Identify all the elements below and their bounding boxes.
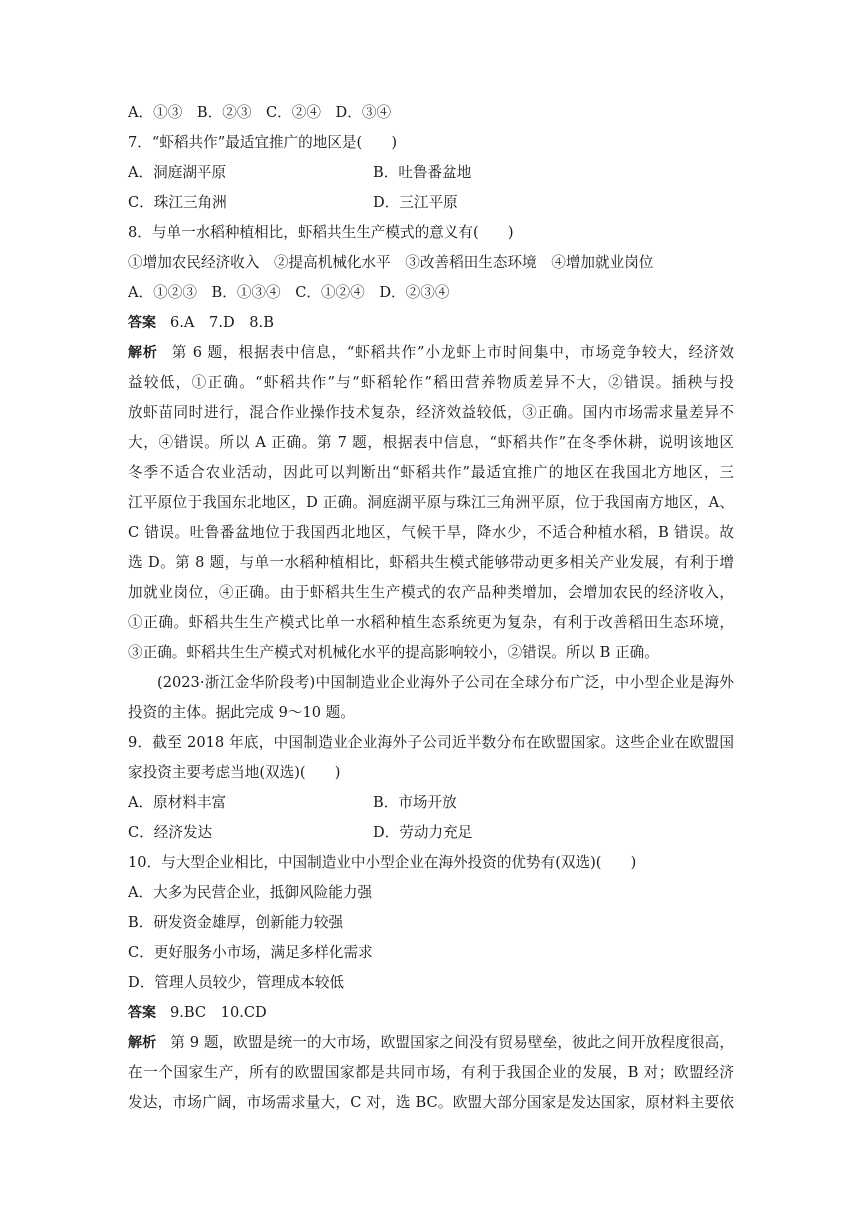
analysis-line: 冬季不适合农业活动，因此可以判断出“虾稻共作”最适宜推广的地区在我国北方地区，三 [128,464,734,481]
document-page [128,98,734,1118]
answer-block-1 [128,308,734,338]
analysis-line: 江平原位于我国东北地区，D 正确。洞庭湖平原与珠江三角洲平原，位于我国南方地区，A、 [128,494,734,511]
q8-options: A．①②③ B．①③④ C．①②④ D．②③④ [128,284,450,301]
answer-label: 答案 [128,315,156,331]
q9-stem-line: 家投资主要考虑当地(双选)( ) [128,764,341,781]
q7-options-row-2 [128,188,734,218]
analysis-line: 益较低，①正确。“虾稻共作”与“虾稻轮作”稻田营养物质差异不大，②错误。插秧与投 [128,374,734,391]
analysis-line: ③正确。虾稻共生生产模式对机械化水平的提高影响较小，②错误。所以 B 正确。 [128,644,659,661]
answer-text: 6.A 7.D 8.B [170,314,274,331]
q7-option-b: B．吐鲁番盆地 [373,164,472,181]
analysis-text: 第 6 题，根据表中信息，“虾稻共作”小龙虾上市时间集中，市场竞争较大，经济效 [171,344,734,361]
analysis-line [128,1028,734,1058]
q8-stem: 8．与单一水稻种植相比，虾稻共生生产模式的意义有( ) [128,224,514,241]
q7-option-d: D．三江平原 [373,194,458,211]
q9-option-c: C．经济发达 [128,824,213,841]
answer-block-2 [128,998,734,1028]
q7-option-c: C．珠江三角洲 [128,194,227,211]
q9-option-d: D．劳动力充足 [373,824,473,841]
intro-line: 投资的主体。据此完成 9～10 题。 [128,704,355,721]
q10-option-a: A．大多为民营企业，抵御风险能力强 [128,884,373,901]
analysis-label: 解析 [128,1035,157,1051]
analysis-line: 大，④错误。所以 A 正确。第 7 题，根据表中信息，“虾稻共作”在冬季休耕，说明该地区 [128,434,734,451]
q9-option-b: B．市场开放 [373,794,457,811]
analysis-line: 加就业岗位，④正确。由于虾稻共生生产模式的农产品种类增加，会增加农民的经济收入， [128,584,734,601]
analysis-line [128,338,734,368]
q6-options: A．①③ B．②③ C．②④ D．③④ [128,104,392,121]
q9-option-a: A．原材料丰富 [128,794,227,811]
q10-option-d: D．管理人员较少，管理成本较低 [128,974,345,991]
q9-options-row-2 [128,818,734,848]
q8-items: ①增加农民经济收入 ②提高机械化水平 ③改善稻田生态环境 ④增加就业岗位 [128,254,654,271]
intro-line: (2023·浙江金华阶段考)中国制造业企业海外子公司在全球分布广泛，中小型企业是海外 [157,674,734,691]
q7-stem: 7．“虾稻共作”最适宜推广的地区是( ) [128,134,398,151]
answer-text: 9.BC 10.CD [170,1004,267,1021]
q10-stem: 10．与大型企业相比，中国制造业中小型企业在海外投资的优势有(双选)( ) [128,854,637,871]
analysis-text: 第 9 题，欧盟是统一的大市场，欧盟国家之间没有贸易壁垒，彼此之间开放程度很高， [170,1034,734,1051]
answer-label: 答案 [128,1005,156,1021]
q7-options-row-1 [128,158,734,188]
q7-option-a: A．洞庭湖平原 [128,164,227,181]
analysis-line: 选 D。第 8 题，与单一水稻种植相比，虾稻共生模式能够带动更多相关产业发展，有利于增 [128,554,734,571]
q10-option-b: B．研发资金雄厚，创新能力较强 [128,914,344,931]
analysis-line: ①正确。虾稻共生生产模式比单一水稻种植生态系统更为复杂，有利于改善稻田生态环境， [128,614,734,631]
q9-options-row-1 [128,788,734,818]
analysis-line: C 错误。吐鲁番盆地位于我国西北地区，气候干旱，降水少，不适合种植水稻，B 错误。故 [128,524,734,541]
analysis-line: 在一个国家生产，所有的欧盟国家都是共同市场，有利于我国企业的发展，B 对；欧盟经济 [128,1064,734,1081]
analysis-line: 发达，市场广阔，市场需求量大，C 对，选 BC。欧盟大部分国家是发达国家，原材料主要依 [128,1094,734,1111]
analysis-line: 放虾苗同时进行，混合作业操作技术复杂，经济效益较低，③正确。国内市场需求量差异不 [128,404,734,421]
analysis-label: 解析 [128,345,158,361]
q9-stem-line: 9．截至 2018 年底，中国制造业企业海外子公司近半数分布在欧盟国家。这些企业在欧盟国 [128,734,734,751]
q10-option-c: C．更好服务小市场，满足多样化需求 [128,944,373,961]
